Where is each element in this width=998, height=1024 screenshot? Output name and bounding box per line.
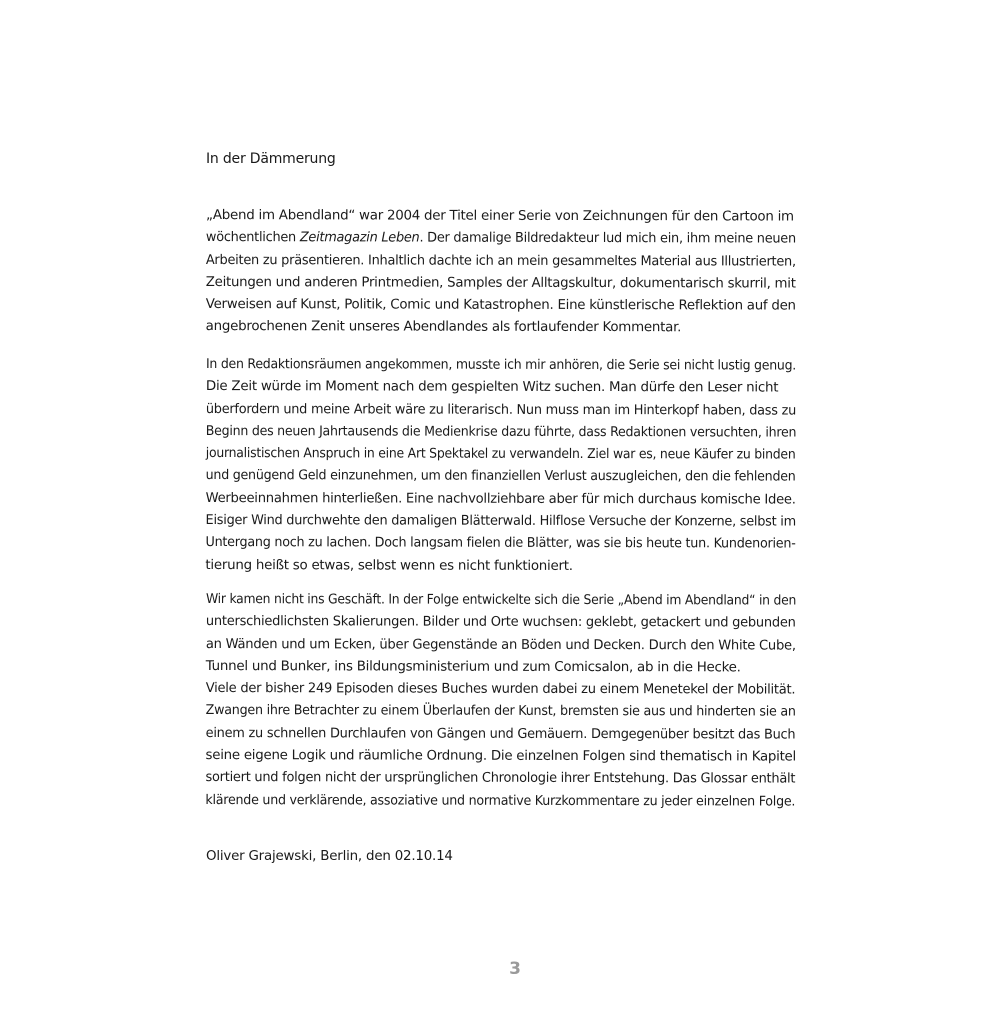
paragraph-2 xyxy=(205,354,796,579)
text-line: einem zu schnellen Durchlaufen von Gängen und Gemäuern. Demgegenüber besitzt das Buch xyxy=(205,725,796,743)
paragraph-3 xyxy=(205,589,796,814)
text-line: und genügend Geld einzunehmen, um den finanziellen Verlust auszugleichen, den die fehlenden xyxy=(205,468,796,486)
text-line: Untergang noch zu lachen. Doch langsam fielen die Blätter, was sie bis heute tun. Kundenorien- xyxy=(205,535,796,552)
text-line: Verweisen auf Kunst, Politik, Comic und Katastrophen. Eine künstlerische Reflektion auf den xyxy=(205,297,796,314)
paragraph-1 xyxy=(206,205,796,340)
text-line: Arbeiten zu präsentieren. Inhaltlich dachte ich an mein gesammeltes Material aus Illustrierten, xyxy=(205,252,796,270)
text-line: „Abend im Abendland“ war 2004 der Titel einer Serie von Zeichnungen für den Cartoon im xyxy=(205,207,794,225)
author-signature: Oliver Grajewski, Berlin, den 02.10.14 xyxy=(206,849,453,864)
text-line: Werbeeinnahmen hinterließen. Eine nachvollziehbare aber für mich durchaus komische Idee. xyxy=(205,490,796,508)
text-line: Zwangen ihre Betrachter zu einem Überlaufen der Kunst, bremsten sie aus und hinderten sie an xyxy=(205,703,796,721)
text-line: journalistischen Anspruch in eine Art Spektakel zu verwandeln. Ziel war es, neue Käufer zu binden xyxy=(205,446,796,463)
text-line: Zeitungen und anderen Printmedien, Samples der Alltagskultur, dokumentarisch skurril, mit xyxy=(205,274,796,292)
text-line: unterschiedlichsten Skalierungen. Bilder und Orte wuchsen: geklebt, getackert und gebunden xyxy=(205,614,796,631)
text-line: Eisiger Wind durchwehte den damaligen Blätterwald. Hilflose Versuche der Konzerne, selbst im xyxy=(205,513,796,530)
text-line: überfordern und meine Arbeit wäre zu literarisch. Nun muss man im Hinterkopf haben, dass zu xyxy=(205,401,797,419)
text-segment: . Der damalige Bildredakteur lud mich ein, ihm meine neuen xyxy=(419,230,796,247)
text-line: tierung heißt so etwas, selbst wenn es nicht funktioniert. xyxy=(205,557,573,574)
text-line xyxy=(206,227,796,251)
text-line: Viele der bisher 249 Episoden dieses Buches wurden dabei zu einem Menetekel der Mobilität. xyxy=(205,681,796,698)
text-segment: wöchentlichen xyxy=(205,230,300,246)
text-line: In den Redaktionsräumen angekommen, musste ich mir anhören, die Serie sei nicht lustig genug. xyxy=(205,357,797,374)
text-line: sortiert und folgen nicht der ursprünglichen Chronologie ihrer Entstehung. Das Glossar enthält xyxy=(205,770,796,787)
page-number: 3 xyxy=(509,959,521,979)
text-line: seine eigene Logik und räumliche Ordnung. Die einzelnen Folgen sind thematisch in Kapitel xyxy=(205,748,797,765)
text-line: Tunnel und Bunker, ins Bildungsministerium und zum Comicsalon, ab in die Hecke. xyxy=(205,658,741,676)
text-line: Wir kamen nicht ins Geschäft. In der Folge entwickelte sich die Serie „Abend im Abendland“ in den xyxy=(205,592,797,609)
text-line: Beginn des neuen Jahrtausends die Medienkrise dazu führte, dass Redaktionen versuchten, ihren xyxy=(205,423,797,441)
text-line: angebrochenen Zenit unseres Abendlandes als fortlaufender Kommentar. xyxy=(205,319,682,336)
page-title: In der Dämmerung xyxy=(206,151,336,167)
text-line: klärende und verklärende, assoziative und normative Kurzkommentare zu jeder einzelnen Folge. xyxy=(205,792,796,810)
text-line: an Wänden und um Ecken, über Gegenstände an Böden und Decken. Durch den White Cube, xyxy=(205,636,796,654)
publication-title: Zeitmagazin Leben xyxy=(299,230,420,246)
text-line: Die Zeit würde im Moment nach dem gespielten Witz suchen. Man dürfe den Leser nicht xyxy=(205,379,779,396)
